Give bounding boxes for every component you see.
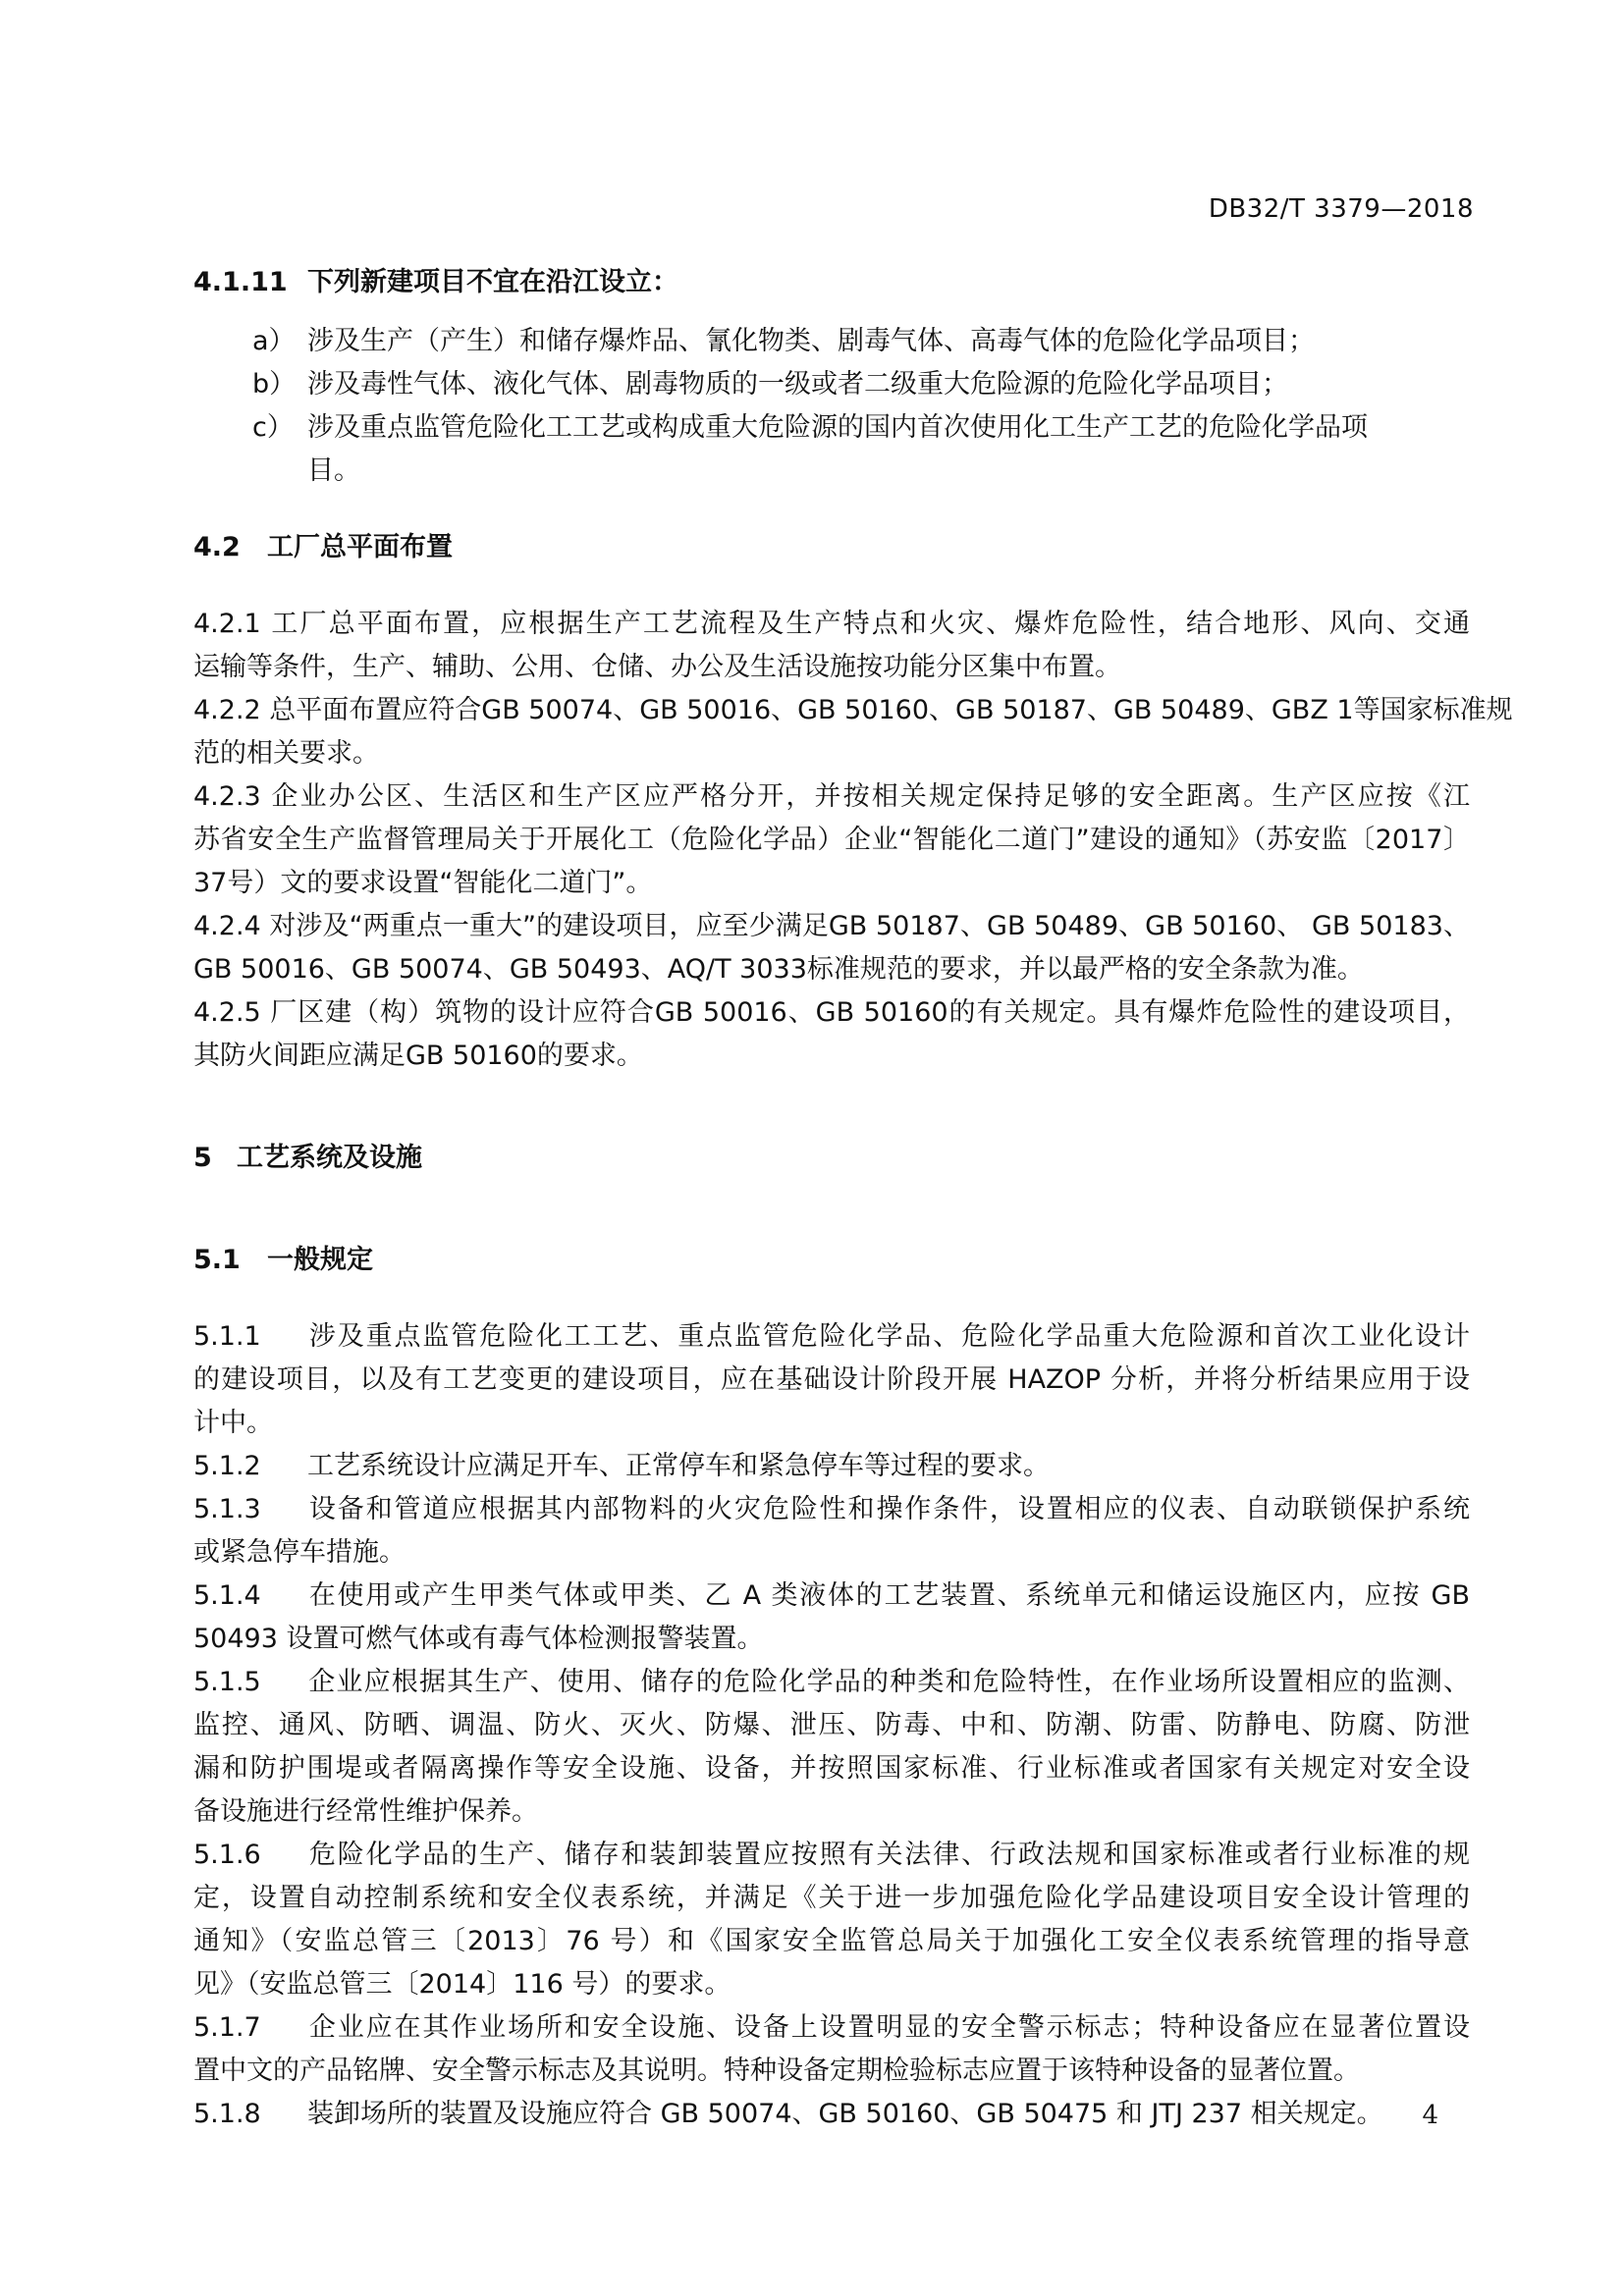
clause-number: 5.1.3 [193,1494,261,1524]
list-item-b [193,363,1470,406]
clause-text: 涉及重点监管危险化工工艺、重点监管危险化学品、危险化学品重大危险源和首次工业化设计 [307,1321,1470,1352]
clause-5-1-3-line: 或紧急停车措施。 [193,1537,406,1568]
chapter-number: 5 [193,1143,212,1173]
list-item-text: 涉及毒性气体、液化气体、剧毒物质的一级或者二级重大危险源的危险化学品项目； [307,369,1288,400]
clause-text: 设备和管道应根据其内部物料的火灾危险性和操作条件，设置相应的仪表、自动联锁保护系统 [307,1494,1470,1524]
clause-5-1-5 [193,1661,1470,1704]
list-item-c [193,406,1470,450]
section-title: 一般规定 [267,1245,373,1275]
section-title: 工厂总平面布置 [267,532,453,562]
section-heading-5-1 [193,1239,1470,1282]
clause-number: 5.1.1 [193,1321,261,1352]
page-number: 4 [1422,2101,1438,2130]
list-item-text: 涉及重点监管危险化工工艺或构成重大危险源的国内首次使用化工生产工艺的危险化学品项 [307,412,1368,443]
chapter-title: 工艺系统及设施 [237,1143,422,1173]
clause-number: 5.1.7 [193,2012,261,2043]
clause-5-1-4-line: 50493 设置可燃气体或有毒气体检测报警装置。 [193,1624,764,1654]
clause-5-1-7-line: 置中文的产品铭牌、安全警示标志及其说明。特种设备定期检验标志应置于该特种设备的显著位置。 [193,2056,1360,2086]
clause-text: 企业应在其作业场所和安全设施、设备上设置明显的安全警示标志；特种设备应在显著位置设 [307,2012,1470,2043]
clause-4-2-3-line: 37号）文的要求设置“智能化二道门”。 [193,868,653,898]
clause-number: 5.1.6 [193,1840,261,1870]
clause-5-1-6-line: 见》（安监总管三〔2014〕116 号）的要求。 [193,1969,731,2000]
clause-text: 工艺系统设计应满足开车、正常停车和紧急停车等过程的要求。 [307,1451,1050,1481]
clause-4-2-4-line: GB 50016、GB 50074、GB 50493、AQ/T 3033标准规范的要求，并以最严格的安全条款为准。 [193,954,1364,985]
clause-5-1-3 [193,1488,1470,1531]
clause-4-2-1-line: 运输等条件，生产、辅助、公用、仓储、办公及生活设施按功能分区集中布置。 [193,652,1121,682]
clause-4-2-4-line: 4.2.4 对涉及“两重点一重大”的建设项目，应至少满足GB 50187、GB 50489、GB 50160、 GB 50183、 [193,911,1470,941]
clause-number: 5.1.2 [193,1451,261,1481]
clause-number: 5.1.4 [193,1580,261,1611]
clause-5-1-8 [193,2093,1470,2136]
list-item-a [193,320,1470,363]
clause-4-2-2-line: 4.2.2 总平面布置应符合GB 50074、GB 50016、GB 50160、GB 50187、GB 50489、GBZ 1等国家标准规 [193,695,1513,725]
chapter-heading-5 [193,1137,1470,1180]
list-marker: a） [252,326,296,356]
clause-5-1-5-line: 备设施进行经常性维护保养。 [193,1796,538,1827]
clause-5-1-7 [193,2006,1470,2050]
clause-text: 在使用或产生甲类气体或甲类、乙 A 类液体的工艺装置、系统单元和储运设施区内，应按 GB [307,1580,1470,1611]
clause-text: 装卸场所的装置及设施应符合 GB 50074、GB 50160、GB 50475 和 JTJ 237 相关规定。 [307,2099,1383,2129]
clause-number: 4.1.11 [193,267,288,297]
clause-heading-4-1-11 [193,261,1470,304]
clause-5-1-1-line: 计中。 [193,1408,273,1438]
clause-4-2-1-line: 4.2.1 工厂总平面布置，应根据生产工艺流程及生产特点和火灾、爆炸危险性，结合地形、风向、交通 [193,609,1470,639]
clause-5-1-1-line: 的建设项目，以及有工艺变更的建设项目，应在基础设计阶段开展 HAZOP 分析，并将分析结果应用于设 [193,1364,1470,1395]
clause-5-1-6 [193,1834,1470,1877]
clause-number: 5.1.8 [193,2099,261,2129]
clause-title: 下列新建项目不宜在沿江设立： [307,267,678,297]
clause-text: 危险化学品的生产、储存和装卸装置应按照有关法律、行政法规和国家标准或者行业标准的规 [307,1840,1470,1870]
clause-5-1-5-line: 漏和防护围堤或者隔离操作等安全设施、设备，并按照国家标准、行业标准或者国家有关规定对安全设 [193,1753,1470,1784]
document-body [193,261,1513,2136]
section-number: 5.1 [193,1245,241,1275]
clause-5-1-6-line: 通知》（安监总管三〔2013〕76 号）和《国家安全监管总局关于加强化工安全仪表系统管理的指导意 [193,1926,1470,1956]
section-number: 4.2 [193,532,241,562]
clause-4-2-2-line: 范的相关要求。 [193,738,379,769]
list-marker: b） [252,369,297,400]
list-item-text: 涉及生产（产生）和储存爆炸品、氰化物类、剧毒气体、高毒气体的危险化学品项目； [307,326,1315,356]
section-heading-4-2 [193,526,1470,569]
clause-4-2-5-line: 4.2.5 厂区建（构）筑物的设计应符合GB 50016、GB 50160的有关规定。具有爆炸危险性的建设项目， [193,997,1470,1028]
clause-4-2-5-line: 其防火间距应满足GB 50160的要求。 [193,1041,643,1071]
list-marker: c） [252,412,294,443]
clause-number: 5.1.5 [193,1667,261,1697]
clause-5-1-6-line: 定，设置自动控制系统和安全仪表系统，并满足《关于进一步加强危险化学品建设项目安全设计管理的 [193,1883,1470,1913]
standard-code: DB32/T 3379—2018 [1208,194,1474,224]
clause-5-1-4 [193,1575,1470,1618]
clause-4-2-3-line: 苏省安全生产监督管理局关于开展化工（危险化学品）企业“智能化二道门”建设的通知》（苏安监〔2017〕 [193,825,1470,855]
clause-5-1-1 [193,1315,1470,1359]
clause-5-1-2 [193,1445,1470,1488]
clause-5-1-5-line: 监控、通风、防晒、调温、防火、灭火、防爆、泄压、防毒、中和、防潮、防雷、防静电、防腐、防泄 [193,1710,1470,1740]
clause-text: 企业应根据其生产、使用、储存的危险化学品的种类和危险特性，在作业场所设置相应的监测、 [307,1667,1470,1697]
list-item-continuation: 目。 [307,455,360,486]
clause-4-2-3-line: 4.2.3 企业办公区、生活区和生产区应严格分开，并按相关规定保持足够的安全距离。生产区应按《江 [193,781,1470,812]
